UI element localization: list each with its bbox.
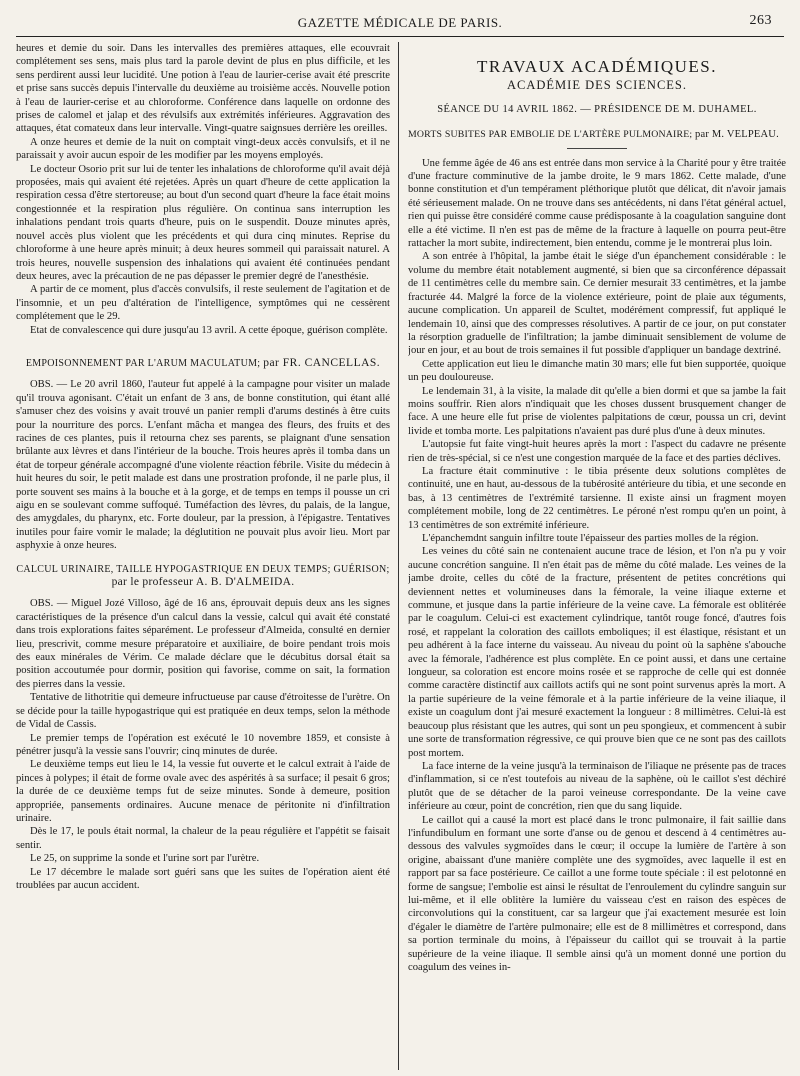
academy-name: ACADÉMIE DES SCIENCES.	[507, 78, 687, 93]
paragraph: A onze heures et demie de la nuit on comptait vingt-deux accès convulsifs, et il ne paraissait y avoir aucun espoir de les modifier par les moyens employés.	[16, 136, 390, 162]
paragraph: Le 17 décembre le malade sort guéri sans que les suites de l'opération aient été troublées par aucun accident.	[16, 866, 390, 891]
journal-title: GAZETTE MÉDICALE DE PARIS.	[297, 15, 503, 30]
article-heading	[408, 128, 786, 141]
session-line: SÉANCE DU 14 AVRIL 1862. — PRÉSIDENCE DE M. DUHAMEL.	[437, 103, 757, 115]
paragraph: La face interne de la veine jusqu'à la terminaison de l'iliaque ne présente pas de traces d'inflammation, si ce n'est toutefois au niveau de la saphène, où le caillot s'est déchiré plutôt que de se détacher de la paroi veineuse correspondante. De la veine cave inférieure au cœur, point de concrétion, rien que du sang liquide.	[408, 760, 786, 813]
paragraph: heures et demie du soir. Dans les intervalles des premières attaques, elle ecouvrait complétement ses sens, mais plus tard la parole devint de plus en plus difficile, et les sens perdirent aussi leur lucidité. Une potion à l'eau de laurier-cerise avait été prescrite et prise sans succès depuis l'intervalle du deuxième au troisième accès. Nouvelle potion à l'eau de laurier-cerise et au chloroforme. Conférence dans laquelle on ordonne des prises de calomel et jalap et des révulsifs aux extrémités inférieures. Aggravation des attaques, état comateux dans leur intervalle. Vingt-quatre saignsues derrière les oreilles.	[16, 43, 390, 135]
article-heading	[16, 563, 390, 590]
article-title: CALCUL URINAIRE, TAILLE HYPOGASTRIQUE EN DEUX TEMPS; GUÉRISON;	[16, 563, 390, 575]
paragraph: L'autopsie fut faite vingt-huit heures après la mort : l'aspect du cadavre ne présente rien de très-spécial, si ce n'est une congestion marquée de la face et des parties déclives.	[408, 439, 786, 464]
paragraph: Le deuxième temps eut lieu le 14, la vessie fut ouverte et le calcul extrait à l'aide de pinces à polypes; il était de forme ovale avec des aspérités à sa surface; il pesait 6 gros; la durée de ce deuxième temps fut de seize minutes. Sonde à demeure, position appropriée, pansements ordinaires. Aucune menace de péritonite ni d'infiltration urinaire.	[16, 759, 390, 824]
separator-rule	[567, 148, 627, 149]
left-column	[16, 42, 390, 1070]
page-header	[16, 10, 784, 37]
section-title: TRAVAUX ACADÉMIQUES.	[476, 57, 717, 76]
paragraph: La fracture était comminutive : le tibia présente deux solutions complètes de continuité, une en haut, au-dessous de la tubérosité antérieure du tibia, et une seconde en bas, à 13 centimètres de l'extrémité tarsienne. Il existe ainsi un fragment moyen complétement mobile, long de 22 centimètres. Le péroné n'est rompu qu'en un point, à 13 centimètres de son extrémité inférieure.	[408, 465, 786, 531]
article-author: par FR. CANCELLAS.	[263, 356, 381, 369]
article-author: par le professeur A. B. D'ALMEIDA.	[111, 576, 295, 589]
paragraph: A partir de ce moment, plus d'accès convulsifs, il reste seulement de l'agitation et de l'insomnie, et un peu d'altération de l'intelligence, symptômes qui ne cessèrent complétement que le 29.	[16, 284, 390, 323]
paragraph: Le premier temps de l'opération est exécuté le 10 novembre 1859, et consiste à pénétrer jusqu'à la vessie sans l'ouvrir; cinq minutes de durée.	[16, 732, 390, 757]
paragraph: OBS. — Miguel Jozé Villoso, âgé de 16 ans, éprouvait depuis deux ans les signes caractéristiques de la présence d'un calcul dans la vessie, calcul qui avait été constaté dans trois explorations faites séparément. Le professeur d'Almeida, consulté en dernier lieu, prescrivit, comme mesure préparatoire et auxiliaire, de boire pendant trois mois des eaux minérales de Vérim. Ce malade déclare que le décubitus dorsal était sa position accoutumée pour dormir, position qui favorise, comme on sait, la formation des pierres dans la vessie.	[16, 598, 390, 690]
right-column	[408, 42, 786, 1070]
paragraph: Le 25, on supprime la sonde et l'urine sort par l'urètre.	[30, 853, 260, 865]
paragraph: Le lendemain 31, à la visite, la malade dit qu'elle a bien dormi et que sa jambe la fait moins souffrir. Rien alors n'indiquait que les choses dussent brusquement changer de face. A une heure elle fut prise de violentes palpitations de cœur, poussa un cri, devint livide et tomba morte. Les palpitations n'avaient pas duré plus d'une à deux minutes.	[408, 385, 786, 437]
paragraph: Les veines du côté sain ne contenaient aucune trace de lésion, et l'on n'a pu y voir aucune concrétion sanguine. Il n'en était pas de même du côté malade. Les veines de la jambe droite, celles du côté de la fracture, présentent de petites concrétions qui deviennent nettes et volumineuses dans la fémorale, la veine iliaque externe et commune, et jusque dans la partie inférieure de la veine cave. La fémorale est oblitérée par le coagulum. Celui-ci est exactement cylindrique, tantôt rouge foncé, d'autres fois rosé, et rappelant la coloration des caillots emboliques; il est élastique, résistant et un peu adhérent à la face interne du vaisseau. Au niveau du point où la saphène s'abouche avec la fémorale, l'adhérence est plus complète. En ce point aussi, et dans une certaine longueur, sa coloration est encore moins rosée et se rapproche de celle qui est donnée comme caractère distinctif aux caillots actifs qui ne sont point survenus après la mort. A la partie supérieure de la veine fémorale et à la partie inférieure de la veine iliaque, il existe un coagulum dont j'ai mesuré exactement la longueur : 8 millimètres. Celui-là est beaucoup plus résistant que les autres, qui sont un peu spongieux, et commencent à subir une sorte de transformation régressive, ce qui prouve bien que ce ne sont pas des caillots post mortem.	[408, 546, 786, 759]
article-author: par M. VELPEAU.	[695, 129, 779, 141]
paragraph: A son entrée à l'hôpital, la jambe était le siége d'un épanchement considérable : le volume du membre était notablement augmenté, si bien que sa circonférence dépassait de 11 centimètres celle du membre sain. Ce dernier mesurait 33 centimètres, et la jambe fracturée 44. Malgré la force de la violence extérieure, point de plaie aux téguments, aucune complication. Un appareil de Scultet, modérément compressif, fut appliqué le lendemain 10, ainsi que des compresses résolutives. A partir de ce jour, on put constater la résorption graduelle de l'infiltration; la jambe diminuait sensiblement de volume de jour en jour, et au bout de trois semaines il fut possible d'appliquer un bandage dextriné.	[408, 251, 786, 357]
paragraph: Tentative de lithotritie qui demeure infructueuse par cause d'étroitesse de l'urètre. On se décide pour la taille hypogastrique qui est pratiquée en deux temps, selon la méthode de Vidal de Cassis.	[16, 692, 390, 731]
paragraph: Une femme âgée de 46 ans est entrée dans mon service à la Charité pour y être traitée d'une fracture comminutive de la jambe droite, le 9 mars 1862. Cette malade, d'une bonne constitution et d'un tempérament pléthorique plutôt que délicat, dit n'avoir jamais été sérieusement malade. On ne trouve dans ses antécédents, ni dans l'état général actuel, rien qui puisse être considéré comme cause prédisposante à la coagulation sanguine dont elle a été victime. Il n'en est pas de même de la fracture à laquelle on pourra peut-être rattacher la mort subite, indirectement, bien entendu, comme je le montrerai plus loin.	[408, 157, 786, 250]
article-title: EMPOISONNEMENT PAR L'ARUM MACULATUM;	[25, 357, 261, 369]
paragraph: Etat de convalescence qui dure jusqu'au 13 avril. A cette époque, guérison complète.	[30, 324, 388, 336]
page-number: 263	[749, 13, 772, 28]
paragraph: Dès le 17, le pouls était normal, la chaleur de la peau régulière et l'appétit se faisait sentir.	[16, 826, 390, 851]
paragraph: Le docteur Osorio prit sur lui de tenter les inhalations de chloroforme qu'il avait déjà proposées, mais qui avaient été rejetées. Après un quart d'heure de cette application la respiration cessa d'être stertoreuse; au bout d'un second quart d'heure la face était moins congestionnée et la respiration plus régulière. On continua sans interruption les inhalations pendant trois quarts d'heure, puis on le suspendit. Douze minutes après, nouvel accès plus violent que les précédents et qui dura cinq minutes. Reprise du chloroforme à une heure après minuit; à deux heures sommeil qui paraissait naturel. A trois heures, nouvelle suspension des inhalations qui avaient été continuées pendant deux heures, avec la précaution de ne pas dépasser le premier degré de l'anesthésie.	[16, 163, 390, 282]
paragraph: Le caillot qui a causé la mort est placé dans le tronc pulmonaire, il fait saillie dans l'infundibulum en formant une sorte d'anse ou de genou et descend à 4 centimètres au-dessous des valvules sygmoïdes dans le cœur; il occupe la lumière de l'artère à son origine, abaissant d'une manière complète une des sygmoïdes, avec laquelle il est en rapport par sa face postérieure. Ce caillot a une forme toute spéciale : il est pelotonné en forme de sangsue; l'embolie est ainsi le résultat de l'enroulement du cylindre sanguin sur lui-même, et il elle oblitère la lumière du vaisseau c'est en raison des espèces de circonvolutions qui la constituent, car sa largeur que j'ai exactement mesurée est loin d'égaler le diamètre de l'artère pulmonaire; elle est de 8 millimètres et correspond, dans sa portion terminale du moins, à l'épaisseur du caillot qui se trouvait à la partie supérieure de la veine iliaque. Il semble ainsi qu'à un moment donné une portion du coagulum des veines in-	[408, 814, 786, 973]
article-heading	[16, 357, 390, 370]
paragraph: Cette application eut lieu le dimanche matin 30 mars; elle fut bien supportée, quoique un peu douloureuse.	[408, 358, 786, 384]
paragraph: OBS. — Le 20 avril 1860, l'auteur fut appelé à la campagne pour visiter un malade qu'il trouva agonisant. C'était un enfant de 3 ans, de bonne constitution, qui étant allé s'amuser chez des voisins y avait trouvé un panier rempli d'arums destinés à être cuits pour la nourriture des porcs. L'enfant mâcha et mangea des fleurs, des fruits et des racines de ces plantes, puis il retourna chez ses parents, se plaignant d'une sensation brûlante aux lèvres et dans l'intérieur de la bouche. Trois heures après il tomba dans un état de torpeur générale accompagné d'une violente réaction fébrile. Visite du médecin à huit heures du soir, le petit malade est dans une prostration profonde, il ne parle plus, il porte souvent ses mains à la bouche et à la gorge, et de temps en temps il pousse un cri aigu en se soulevant comme suffoqué. Tuméfaction des lèvres, du palais, de la langue, des amygdales, du pharynx, etc. Forte douleur, par la pression, à l'épigastre. Tentatives inutiles pour faire vomir le malade; la déglutition ne pouvait plus avoir lieu. Mort par asphyxie à onze heures.	[16, 379, 390, 552]
column-divider	[398, 42, 399, 1070]
paragraph: L'épanchemdnt sanguin infiltre toute l'épaisseur des parties molles de la région.	[422, 533, 759, 544]
article-title: MORTS SUBITES PAR EMBOLIE DE L'ARTÈRE PULMONAIRE;	[408, 129, 693, 141]
